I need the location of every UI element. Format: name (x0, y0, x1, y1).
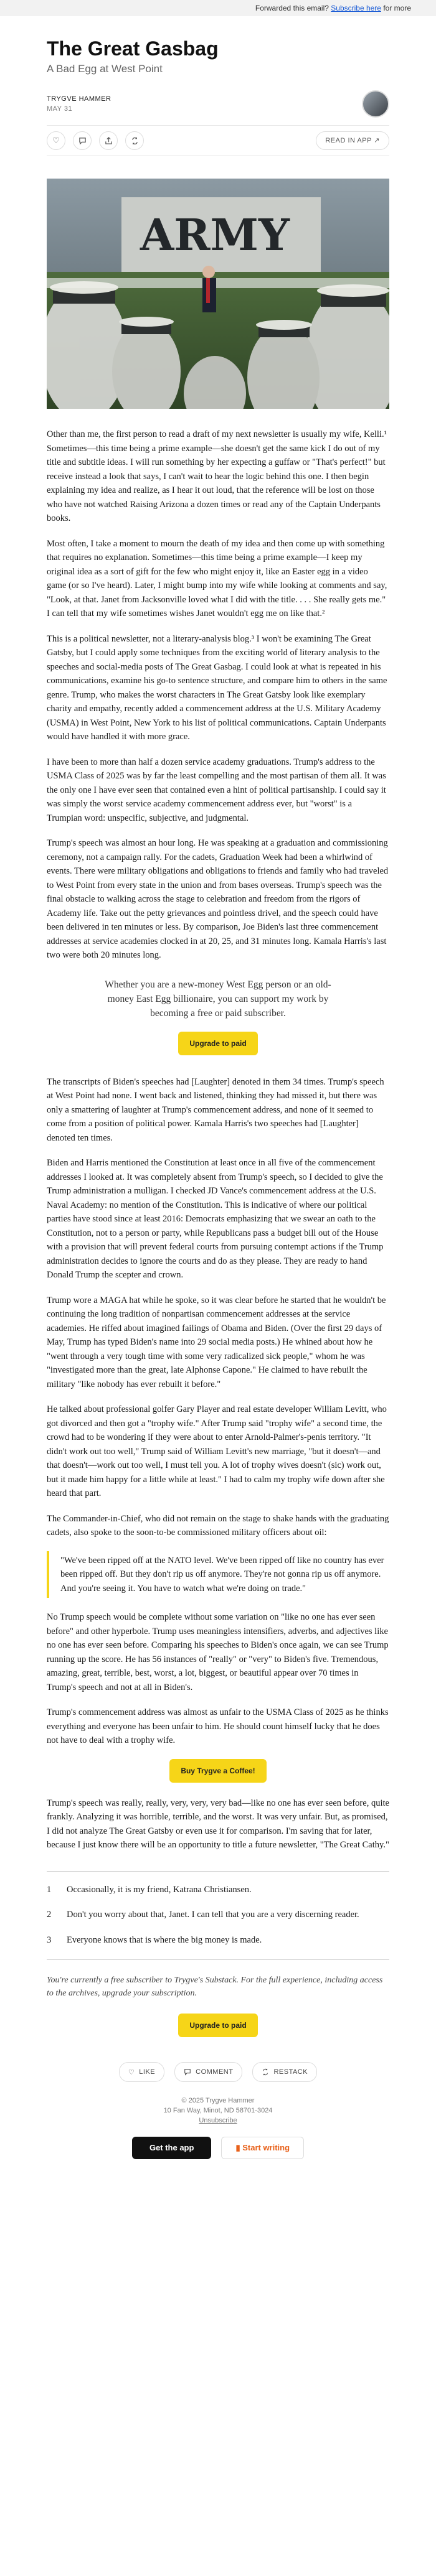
mailing-address: 10 Fan Way, Minot, ND 58701-3024 (163, 2107, 273, 2114)
read-in-app-button[interactable]: READ IN APP ↗ (316, 131, 389, 150)
paragraph: This is a political newsletter, not a literary-analysis blog.³ I won't be examining The Great Gatsby, but I could apply some techniques from the exciting world of literary analysis to the speeches and social-media posts of The Great Gasbag. I could look at what is repeated in his communications, examine his go-to sentence structure, and compare him to others in the same genre. Trump, who makes the worst characters in The Great Gatsby look like exemplary charity and empathy, recently added a commencement address at the U.S. Military Academy (USMA) in West Point, New York to his list of political communications. Captain Underpants would have handled it with more grace. (47, 633, 387, 742)
paragraph: Biden and Harris mentioned the Constitution at least once in all five of the commencement addresses I looked at. It was completely absent from Trump's speech, so I decided to give the Trump administration a mulligan. I checked JD Vance's commencement address at the U.S. Naval Academy: no mention of the Constitution. This is indicative of where our political parties have stood since at least 2016: Democrats emphasizing that we swear an oath to the Constitution, not to a person or party, while Republicans pass a budget bill out of the House with a provision that will prevent federal courts from pursuing contempt actions if the Trump administration decides to ignore the courts and do as they please. They are ready to hand Donald Trump the scepter and crown. (47, 1158, 384, 1280)
paragraph: The transcripts of Biden's speeches had [Laughter] denoted in them 34 times. Trump's speech at West Point had none. I went back and listened, thinking they had missed it, but there was only a smattering of laughter at Trump's commencement address, and none of it seemed to come from a position of political power. Kamala Harris's two speeches had [Laughter] denoted ten times. (47, 1076, 384, 1143)
author-avatar[interactable] (362, 90, 389, 118)
bottom-buttons (47, 2137, 389, 2159)
comment-icon-button[interactable] (73, 131, 92, 150)
copyright: © 2025 Trygve Hammer (181, 2097, 255, 2104)
restack-icon (131, 137, 139, 145)
unsubscribe-link[interactable]: Unsubscribe (199, 2117, 237, 2124)
restack-icon-button[interactable] (125, 131, 144, 150)
forward-bar-text (255, 4, 411, 12)
share-icon-button[interactable] (99, 131, 118, 150)
paragraph: I have been to more than half a dozen service academy graduations. Trump's address to the USMA Class of 2025 was by far the least compelling and the most partisan of them all. It was the only one I have ever seen that contained even a hint of political partisanship. I could say it was simply the worst service academy commencement address ever, but "worst" is a Trumpian word: unspecific, subjective, and judgmental. (47, 757, 386, 823)
footnote (47, 1933, 389, 1948)
like-icon-button[interactable]: ♡ (47, 131, 65, 150)
paragraph: Trump's commencement address was almost as unfair to the USMA Class of 2025 as he thinks everything and everyone has been unfair to him. He should count himself lucky that he does not have to deal with a trophy wife. (47, 1707, 389, 1745)
paragraph: Trump's speech was almost an hour long. He was speaking at a graduation and commissioning ceremony, not a campaign rally. For the cadets, Graduation Week had been a whirlwind of events. There were military obligations and obligations to friends and family who had traveled to West Point from every state in the union and from bases overseas. Trump's speech was the final obstacle to walking across the stage to celebration and freedom from the rigors of Academy life. Take out the petty grievances and pointless drivel, and the speech could have been delivered in ten minutes or less. By comparison, Joe Biden's last three commencement addresses at service academies clocked in at 20, 25, and 31 minutes long. Kamala Harris's last two were both 20 minutes long. (47, 838, 389, 960)
start-writing-button[interactable] (221, 2137, 304, 2159)
paragraph: He talked about professional golfer Gary Player and real estate developer William Levitt, who got divorced and then got a "trophy wife." After Trump said "trophy wife" a second time, the crowd had to be wondering if they were about to enter Arnold-Palmer's-penis territory. "It didn't work out too well," Trump said of William Levitt's new marriage, "but it doesn't—and that doesn't—work out too well, I must tell you. A lot of trophy wives doesn't (sic) work out, but it made him happy for a little while at least." I had to calm my trophy wife down after she heard that part. (47, 1404, 387, 1498)
paragraph: Most often, I take a moment to mourn the death of my idea and then come up with something that requires no explanation. Sometimes—this time being a prime example—I keep my original idea as a sort of gift for the few who might enjoy it, like an Easter egg in a video game (or so I've heard). Later, I might bump into my wife while looking at comments and say, "Look, at that. Janet from Jacksonville loved what I did with the title. . . . She really gets me." I can tell that my wife sometimes wishes Janet wouldn't egg me on like that.² (47, 538, 387, 618)
action-bar (47, 125, 389, 156)
post-date: MAY 31 (47, 105, 73, 113)
upgrade-button-bottom[interactable]: Upgrade to paid (178, 2014, 257, 2037)
paragraph: Trump wore a MAGA hat while he spoke, so it was clear before he started that he wouldn't be continuing the long tradition of nonpartisan commencement addresses at the service academies. He riffed about imagined failings of Obama and Biden. (Over the first 29 days of May, Trump has typed Biden's name into 29 social media posts.) He whined about how he "went through a very tough time with some very radicalized sick people," whom he was "investigated more than the great, late Alphonse Capone." He claimed to have rebuilt the military "like nobody has ever rebuilt it before." (47, 1295, 386, 1389)
share-icon (105, 137, 113, 145)
comment-label: COMMENT (196, 2068, 234, 2076)
forward-bar (0, 0, 436, 16)
free-subscriber-notice (47, 1959, 389, 2037)
footnote-number[interactable]: 1 (47, 1884, 52, 1895)
footnote-text: Occasionally, it is my friend, Katrana Christiansen. (67, 1884, 252, 1895)
post-subtitle: A Bad Egg at West Point (47, 63, 163, 75)
article-body (47, 427, 389, 1852)
footnote-text: Don't you worry about that, Janet. I can tell that you are a very discerning reader. (67, 1910, 359, 1920)
comment-icon (184, 2068, 191, 2076)
west-point-ceremony-photo (47, 179, 389, 409)
get-app-button[interactable]: Get the app (132, 2137, 212, 2159)
footnote (47, 1883, 389, 1897)
restack-label: RESTACK (273, 2068, 308, 2076)
hero-image (47, 179, 389, 409)
coffee-cta (47, 1759, 389, 1783)
footer (47, 2096, 389, 2126)
paragraph: No Trump speech would be complete without some variation on "like no one has ever seen before" and other hyperbole. Trump uses meaningless intensifiers, adverbs, and adjectives like no one has ever seen before. Comparing his speeches to Biden's once again, we can see Trump running up the score. He has 56 instances of "really" or "very" to Biden's five. Tremendous, amazing, great, terrible, best, worst, a lot, biggest, or beautiful appear over 70 times in Trump's speech and not at all in Biden's. (47, 1612, 389, 1692)
start-writing-label: Start writing (242, 2143, 290, 2152)
upgrade-button[interactable]: Upgrade to paid (178, 1032, 257, 1055)
restack-icon (262, 2068, 269, 2076)
restack-button[interactable] (252, 2062, 317, 2082)
subscribe-cta-text: Whether you are a new-money West Egg person or an old-money East Egg billionaire, you can support my work by becoming a free or paid subscriber. (105, 979, 331, 1019)
forward-suffix: for more (381, 4, 411, 12)
footnote-number[interactable]: 2 (47, 1910, 52, 1920)
block-quote: "We've been ripped off at the NATO level. We've been ripped off like no country has ever been ripped off. But they don't rip us off anymore. They're not gonna rip us off anymore. And you're seeing it. You have to watch what we're doing on trade." (47, 1551, 389, 1598)
post-title[interactable]: The Great Gasbag (47, 37, 219, 60)
social-actions (47, 2062, 389, 2082)
free-subscriber-text: You're currently a free subscriber to Trygve's Substack. For the full experience, including access to the archives, upgrade your subscription. (47, 1976, 383, 1998)
like-button[interactable] (119, 2062, 164, 2082)
subscribe-cta (47, 978, 389, 1055)
substack-icon: ▮ (235, 2143, 243, 2152)
svg-text:ARMY: ARMY (140, 209, 290, 261)
forward-prefix: Forwarded this email? (255, 4, 331, 12)
closing-cta (47, 2014, 389, 2037)
footnote-text: Everyone knows that is where the big money is made. (67, 1934, 262, 1945)
heart-icon: ♡ (128, 2068, 135, 2076)
paragraph: Other than me, the first person to read a draft of my next newsletter is usually my wife, Kelli.¹ Sometimes—this time being a prime example—she doesn't get the same kick I do out of my title and subtitle ideas. I will run something by her expecting a guffaw or "That's perfect!" but receive instead a look that says, I can't wait to hear the logic behind this one. I then begin explaining my idea and realize, as I hear it out loud, that the reference will be lost on those who have not watched Raising Arizona a dozen times or read any of the Captain Underpants books. (47, 429, 387, 523)
comment-icon (78, 137, 87, 145)
buy-coffee-button[interactable]: Buy Trygve a Coffee! (169, 1759, 266, 1783)
subscribe-link[interactable]: Subscribe here (331, 4, 381, 12)
author-name[interactable]: TRYGVE HAMMER (47, 95, 111, 103)
footnotes (47, 1871, 389, 1948)
footnote (47, 1908, 389, 1922)
author-row (47, 90, 389, 125)
paragraph: Trump's speech was really, really, very, very, very bad—like no one has ever seen before, quite frankly. Analyzing it was horrible, terrible, and the worst. It was very unfair. But, as promised, I did not analyze The Great Gatsby or even use it for comparison. I'm saving that for later, because I just know there will be an opportunity to title a future newsletter, "The Great Cathy." (47, 1798, 389, 1850)
like-label: LIKE (139, 2068, 156, 2076)
footnote-number[interactable]: 3 (47, 1934, 52, 1945)
newsletter-page (47, 37, 389, 2159)
comment-button[interactable] (174, 2062, 242, 2082)
paragraph: The Commander-in-Chief, who did not remain on the stage to shake hands with the graduating cadets, also spoke to the soon-to-be commissioned military officers about oil: (47, 1513, 389, 1538)
